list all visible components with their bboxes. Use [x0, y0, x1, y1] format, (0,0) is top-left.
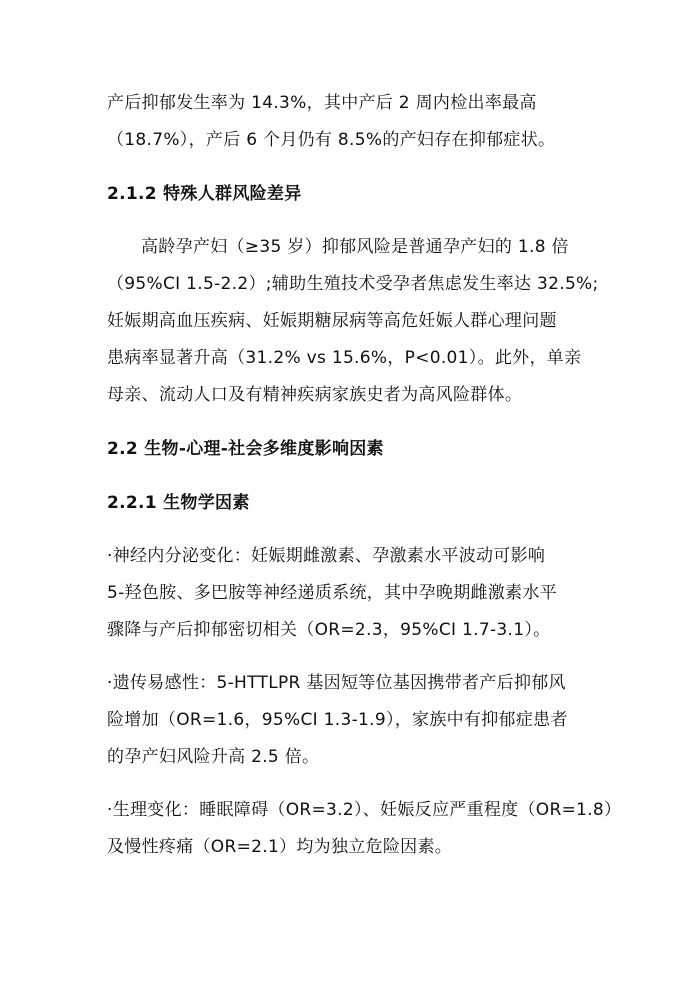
paragraph-line: 妊娠期高血压疾病、妊娠期糖尿病等高危妊娠人群心理问题 [107, 311, 557, 331]
bullet-line: 的孕产妇风险升高 2.5 倍。 [107, 747, 320, 767]
paragraph-line: 母亲、流动人口及有精神疾病家族史者为高风险群体。 [107, 385, 523, 405]
section-heading-2-1-2: 2.1.2 特殊人群风险差异 [107, 184, 302, 204]
section-heading-2-2: 2.2 生物-心理-社会多维度影响因素 [107, 439, 384, 459]
bullet-line: 5-羟色胺、多巴胺等神经递质系统，其中孕晚期雌激素水平 [107, 583, 558, 603]
bullet-line: ·神经内分泌变化：妊娠期雌激素、孕激素水平波动可影响 [107, 546, 546, 566]
paragraph-line: 产后抑郁发生率为 14.3%，其中产后 2 周内检出率最高 [107, 93, 537, 113]
paragraph-line: （18.7%），产后 6 个月仍有 8.5%的产妇存在抑郁症状。 [107, 130, 556, 150]
paragraph-line: 高龄孕产妇（≥35 岁）抑郁风险是普通孕产妇的 1.8 倍 [141, 237, 569, 257]
bullet-line: ·遗传易感性：5-HTTLPR 基因短等位基因携带者产后抑郁风 [107, 673, 566, 693]
bullet-line: ·生理变化：睡眠障碍（OR=3.2）、妊娠反应严重程度（OR=1.8） [107, 800, 622, 820]
bullet-line: 险增加（OR=1.6，95%CI 1.3-1.9），家族中有抑郁症患者 [107, 710, 568, 730]
bullet-line: 及慢性疼痛（OR=2.1）均为独立危险因素。 [107, 837, 453, 857]
bullet-line: 骤降与产后抑郁密切相关（OR=2.3，95%CI 1.7-3.1）。 [107, 620, 551, 640]
paragraph-line: 患病率显著升高（31.2% vs 15.6%，P<0.01）。此外，单亲 [107, 348, 582, 368]
section-heading-2-2-1: 2.2.1 生物学因素 [107, 493, 250, 513]
paragraph-line: （95%CI 1.5-2.2）;辅助生殖技术受孕者焦虑发生率达 32.5%; [107, 274, 599, 294]
